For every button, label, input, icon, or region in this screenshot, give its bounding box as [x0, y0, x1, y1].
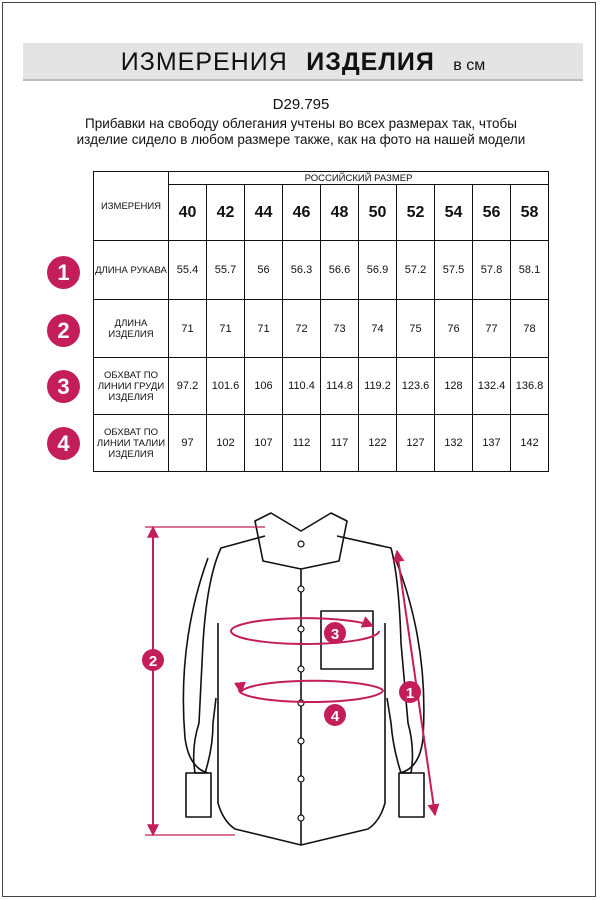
size-header-44: 44: [245, 185, 283, 241]
table-cell: 142: [511, 415, 549, 472]
russian-size-header: РОССИЙСКИЙ РАЗМЕР: [169, 172, 549, 185]
shirt-diagram: [3, 3, 596, 897]
table-cell: 132.4: [473, 358, 511, 415]
size-header-54: 54: [435, 185, 473, 241]
table-cell: 76: [435, 300, 473, 358]
size-header-40: 40: [169, 185, 207, 241]
size-header-52: 52: [397, 185, 435, 241]
table-cell: 55.7: [207, 241, 245, 300]
title-unit: в см: [453, 57, 486, 74]
table-cell: 106: [245, 358, 283, 415]
badge-1: 1: [47, 256, 80, 289]
shirt-outline: [183, 513, 424, 845]
article-number: D29.795: [272, 96, 330, 113]
marker-1: [399, 681, 421, 703]
row-label: ДЛИНА РУКАВА: [94, 241, 169, 300]
title-product: ИЗДЕЛИЯ: [306, 48, 435, 76]
table-cell: 71: [207, 300, 245, 358]
size-header-58: 58: [511, 185, 549, 241]
table-cell: 75: [397, 300, 435, 358]
fit-note: Прибавки на свободу облегания учтены во всех размерах так, чтобы изделие сидело в любом размере также, как на фото на нашей модели: [76, 116, 526, 147]
table-cell: 55.4: [169, 241, 207, 300]
svg-text:3: 3: [330, 626, 340, 643]
table-cell: 71: [169, 300, 207, 358]
table-cell: 122: [359, 415, 397, 472]
table-cell: 101.6: [207, 358, 245, 415]
svg-text:2: 2: [148, 653, 158, 670]
table-cell: 97.2: [169, 358, 207, 415]
page-frame: [2, 2, 596, 897]
title-measurements: ИЗМЕРЕНИЯ: [120, 48, 288, 76]
size-header-56: 56: [473, 185, 511, 241]
marker-4: [324, 704, 346, 726]
table-cell: 78: [511, 300, 549, 358]
table-cell: 114.8: [321, 358, 359, 415]
svg-text:4: 4: [330, 708, 340, 725]
table-cell: 73: [321, 300, 359, 358]
table-cell: 123.6: [397, 358, 435, 415]
table-cell: 117: [321, 415, 359, 472]
svg-text:1: 1: [405, 685, 415, 702]
table-cell: 127: [397, 415, 435, 472]
table-cell: 132: [435, 415, 473, 472]
table-cell: 57.5: [435, 241, 473, 300]
table-cell: 56.3: [283, 241, 321, 300]
badge-3: 3: [47, 370, 80, 403]
table-cell: 112: [283, 415, 321, 472]
table-cell: 72: [283, 300, 321, 358]
table-cell: 74: [359, 300, 397, 358]
marker-3: [324, 622, 346, 644]
marker-2: [142, 649, 164, 671]
table-cell: 57.8: [473, 241, 511, 300]
table-cell: 56.9: [359, 241, 397, 300]
table-cell: 107: [245, 415, 283, 472]
table-cell: 136.8: [511, 358, 549, 415]
measure-lines: [145, 527, 435, 835]
table-cell: 110.4: [283, 358, 321, 415]
row-label: ОБХВАТ ПО ЛИНИИ ТАЛИИ ИЗДЕЛИЯ: [94, 415, 169, 472]
table-cell: 119.2: [359, 358, 397, 415]
table-cell: 71: [245, 300, 283, 358]
table-cell: 137: [473, 415, 511, 472]
table-cell: 57.2: [397, 241, 435, 300]
table-cell: 56.6: [321, 241, 359, 300]
measurements-header: ИЗМЕРЕНИЯ: [94, 172, 169, 241]
size-header-42: 42: [207, 185, 245, 241]
table-cell: 128: [435, 358, 473, 415]
table-cell: 58.1: [511, 241, 549, 300]
badge-4: 4: [47, 427, 80, 460]
table-cell: 77: [473, 300, 511, 358]
row-label: ДЛИНА ИЗДЕЛИЯ: [94, 300, 169, 358]
table-cell: 97: [169, 415, 207, 472]
size-header-46: 46: [283, 185, 321, 241]
size-header-48: 48: [321, 185, 359, 241]
size-header-50: 50: [359, 185, 397, 241]
table-cell: 102: [207, 415, 245, 472]
row-label: ОБХВАТ ПО ЛИНИИ ГРУДИ ИЗДЕЛИЯ: [94, 358, 169, 415]
table-cell: 56: [245, 241, 283, 300]
badge-2: 2: [47, 314, 80, 347]
